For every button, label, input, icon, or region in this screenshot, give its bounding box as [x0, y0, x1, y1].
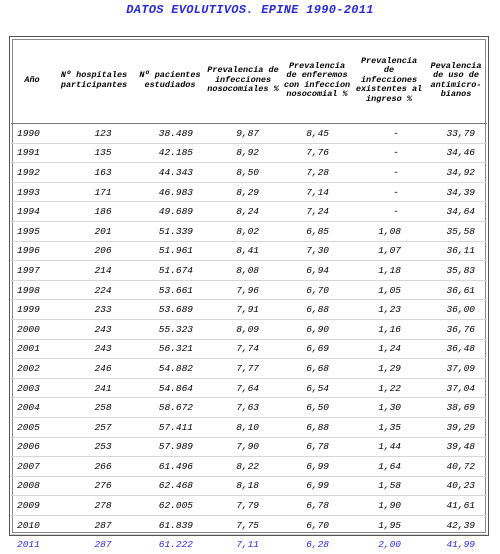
cell-patients: 53.689: [135, 300, 205, 320]
table-body: [11, 124, 487, 554]
cell-infection-prevalence: 7,91: [205, 300, 281, 320]
cell-hospitals: 224: [53, 280, 135, 300]
cell-admission-prevalence: 1,22: [353, 378, 425, 398]
cell-antimicrobial-prevalence: 39,48: [425, 437, 487, 457]
cell-hospitals: 241: [53, 378, 135, 398]
cell-year: 1991: [11, 143, 53, 163]
table-row: [11, 437, 487, 457]
cell-infection-prevalence: 8,92: [205, 143, 281, 163]
cell-antimicrobial-prevalence: 36,48: [425, 339, 487, 359]
cell-infection-prevalence: 8,41: [205, 241, 281, 261]
cell-admission-prevalence: 1,90: [353, 496, 425, 516]
cell-patients: 57.411: [135, 417, 205, 437]
cell-infection-prevalence: 7,11: [205, 535, 281, 554]
cell-patients: 53.661: [135, 280, 205, 300]
cell-patient-prevalence: 6,90: [281, 319, 353, 339]
cell-patient-prevalence: 6,99: [281, 457, 353, 477]
cell-hospitals: 287: [53, 535, 135, 554]
cell-patient-prevalence: 6,78: [281, 437, 353, 457]
cell-hospitals: 276: [53, 476, 135, 496]
table-row: [11, 124, 487, 144]
cell-patient-prevalence: 6,50: [281, 398, 353, 418]
table-row: [11, 300, 487, 320]
cell-antimicrobial-prevalence: 33,79: [425, 124, 487, 144]
cell-patient-prevalence: 7,30: [281, 241, 353, 261]
cell-hospitals: 201: [53, 221, 135, 241]
cell-patients: 54.864: [135, 378, 205, 398]
cell-infection-prevalence: 8,09: [205, 319, 281, 339]
cell-antimicrobial-prevalence: 36,61: [425, 280, 487, 300]
cell-patients: 61.222: [135, 535, 205, 554]
cell-infection-prevalence: 8,08: [205, 261, 281, 281]
cell-patient-prevalence: 6,54: [281, 378, 353, 398]
table-row: [11, 261, 487, 281]
cell-year: 1995: [11, 221, 53, 241]
cell-hospitals: 186: [53, 202, 135, 222]
cell-admission-prevalence: -: [353, 124, 425, 144]
cell-year: 1992: [11, 163, 53, 183]
cell-antimicrobial-prevalence: 36,11: [425, 241, 487, 261]
cell-patients: 49.689: [135, 202, 205, 222]
table-row: [11, 143, 487, 163]
cell-hospitals: 258: [53, 398, 135, 418]
cell-antimicrobial-prevalence: 37,04: [425, 378, 487, 398]
table-row: [11, 535, 487, 554]
cell-year: 1996: [11, 241, 53, 261]
cell-patient-prevalence: 7,28: [281, 163, 353, 183]
cell-admission-prevalence: 2,00: [353, 535, 425, 554]
cell-patient-prevalence: 6,69: [281, 339, 353, 359]
cell-hospitals: 243: [53, 339, 135, 359]
cell-antimicrobial-prevalence: 40,23: [425, 476, 487, 496]
cell-infection-prevalence: 7,74: [205, 339, 281, 359]
cell-patient-prevalence: 6,78: [281, 496, 353, 516]
cell-infection-prevalence: 7,90: [205, 437, 281, 457]
cell-admission-prevalence: 1,24: [353, 339, 425, 359]
table-row: [11, 202, 487, 222]
cell-year: 1999: [11, 300, 53, 320]
cell-infection-prevalence: 7,75: [205, 515, 281, 535]
cell-antimicrobial-prevalence: 35,58: [425, 221, 487, 241]
cell-patient-prevalence: 6,88: [281, 417, 353, 437]
cell-infection-prevalence: 8,29: [205, 182, 281, 202]
cell-patients: 57.989: [135, 437, 205, 457]
cell-patient-prevalence: 6,88: [281, 300, 353, 320]
cell-admission-prevalence: 1,16: [353, 319, 425, 339]
cell-antimicrobial-prevalence: 34,92: [425, 163, 487, 183]
cell-antimicrobial-prevalence: 41,61: [425, 496, 487, 516]
cell-admission-prevalence: -: [353, 163, 425, 183]
cell-hospitals: 257: [53, 417, 135, 437]
cell-hospitals: 123: [53, 124, 135, 144]
cell-admission-prevalence: 1,35: [353, 417, 425, 437]
cell-year: 1997: [11, 261, 53, 281]
table-row: [11, 398, 487, 418]
cell-year: 2000: [11, 319, 53, 339]
table-row: [11, 280, 487, 300]
cell-admission-prevalence: 1,30: [353, 398, 425, 418]
cell-patients: 55.323: [135, 319, 205, 339]
cell-year: 1994: [11, 202, 53, 222]
cell-antimicrobial-prevalence: 42,39: [425, 515, 487, 535]
cell-infection-prevalence: 8,50: [205, 163, 281, 183]
table-row: [11, 163, 487, 183]
cell-patients: 56.321: [135, 339, 205, 359]
cell-hospitals: 135: [53, 143, 135, 163]
cell-patients: 44.343: [135, 163, 205, 183]
table-row: [11, 476, 487, 496]
cell-infection-prevalence: 7,77: [205, 359, 281, 379]
cell-antimicrobial-prevalence: 36,00: [425, 300, 487, 320]
cell-admission-prevalence: -: [353, 182, 425, 202]
cell-patient-prevalence: 6,70: [281, 515, 353, 535]
cell-patient-prevalence: 6,99: [281, 476, 353, 496]
cell-year: 2008: [11, 476, 53, 496]
table-row: [11, 241, 487, 261]
cell-hospitals: 163: [53, 163, 135, 183]
table-row: [11, 221, 487, 241]
cell-infection-prevalence: 7,79: [205, 496, 281, 516]
cell-antimicrobial-prevalence: 41,99: [425, 535, 487, 554]
table-row: [11, 182, 487, 202]
cell-admission-prevalence: 1,44: [353, 437, 425, 457]
table-row: [11, 339, 487, 359]
page-title: DATOS EVOLUTIVOS. EPINE 1990-2011: [0, 3, 500, 17]
cell-admission-prevalence: 1,07: [353, 241, 425, 261]
cell-year: 1993: [11, 182, 53, 202]
cell-admission-prevalence: 1,23: [353, 300, 425, 320]
cell-patients: 54.882: [135, 359, 205, 379]
cell-year: 1990: [11, 124, 53, 144]
cell-patients: 51.674: [135, 261, 205, 281]
cell-admission-prevalence: 1,64: [353, 457, 425, 477]
table-row: [11, 378, 487, 398]
cell-hospitals: 171: [53, 182, 135, 202]
header-admission-prevalence: Prevalencia de infecciones existentes al ingreso %: [353, 38, 425, 124]
cell-admission-prevalence: 1,18: [353, 261, 425, 281]
cell-hospitals: 233: [53, 300, 135, 320]
cell-infection-prevalence: 8,24: [205, 202, 281, 222]
cell-antimicrobial-prevalence: 39,29: [425, 417, 487, 437]
table-row: [11, 457, 487, 477]
cell-patient-prevalence: 6,85: [281, 221, 353, 241]
cell-patient-prevalence: 6,68: [281, 359, 353, 379]
cell-year: 2005: [11, 417, 53, 437]
cell-year: 2011: [11, 535, 53, 554]
header-year: Año: [11, 38, 53, 124]
cell-patient-prevalence: 6,94: [281, 261, 353, 281]
header-antimicrobial-prevalence: Pevalencia de uso de antimicro- bianos: [425, 38, 487, 124]
data-table: [11, 38, 487, 554]
cell-hospitals: 278: [53, 496, 135, 516]
cell-patients: 62.005: [135, 496, 205, 516]
table-row: [11, 496, 487, 516]
cell-patients: 58.672: [135, 398, 205, 418]
cell-admission-prevalence: -: [353, 143, 425, 163]
cell-admission-prevalence: 1,08: [353, 221, 425, 241]
cell-infection-prevalence: 8,02: [205, 221, 281, 241]
cell-infection-prevalence: 8,10: [205, 417, 281, 437]
cell-patient-prevalence: 7,14: [281, 182, 353, 202]
cell-antimicrobial-prevalence: 36,76: [425, 319, 487, 339]
cell-admission-prevalence: 1,29: [353, 359, 425, 379]
cell-infection-prevalence: 7,63: [205, 398, 281, 418]
cell-year: 2004: [11, 398, 53, 418]
cell-hospitals: 246: [53, 359, 135, 379]
cell-patient-prevalence: 7,24: [281, 202, 353, 222]
cell-patient-prevalence: 8,45: [281, 124, 353, 144]
cell-antimicrobial-prevalence: 34,39: [425, 182, 487, 202]
cell-hospitals: 206: [53, 241, 135, 261]
header-patients: Nº pacientes estudiados: [135, 38, 205, 124]
cell-hospitals: 287: [53, 515, 135, 535]
cell-admission-prevalence: 1,58: [353, 476, 425, 496]
cell-antimicrobial-prevalence: 35,83: [425, 261, 487, 281]
cell-patients: 51.961: [135, 241, 205, 261]
cell-year: 2007: [11, 457, 53, 477]
cell-antimicrobial-prevalence: 40,72: [425, 457, 487, 477]
table-row: [11, 359, 487, 379]
cell-infection-prevalence: 8,18: [205, 476, 281, 496]
cell-admission-prevalence: -: [353, 202, 425, 222]
cell-patients: 51.339: [135, 221, 205, 241]
cell-patients: 61.839: [135, 515, 205, 535]
cell-patients: 46.983: [135, 182, 205, 202]
cell-patients: 42.185: [135, 143, 205, 163]
cell-year: 2010: [11, 515, 53, 535]
cell-year: 2009: [11, 496, 53, 516]
cell-admission-prevalence: 1,05: [353, 280, 425, 300]
cell-hospitals: 253: [53, 437, 135, 457]
cell-infection-prevalence: 7,64: [205, 378, 281, 398]
cell-infection-prevalence: 8,22: [205, 457, 281, 477]
cell-antimicrobial-prevalence: 37,09: [425, 359, 487, 379]
cell-hospitals: 214: [53, 261, 135, 281]
cell-hospitals: 243: [53, 319, 135, 339]
header-infection-prevalence: Prevalencia de infecciones nosocomiales %: [205, 38, 281, 124]
cell-year: 2002: [11, 359, 53, 379]
cell-admission-prevalence: 1,95: [353, 515, 425, 535]
cell-patients: 61.496: [135, 457, 205, 477]
table-row: [11, 417, 487, 437]
cell-hospitals: 266: [53, 457, 135, 477]
cell-year: 2003: [11, 378, 53, 398]
cell-antimicrobial-prevalence: 34,64: [425, 202, 487, 222]
cell-antimicrobial-prevalence: 34,46: [425, 143, 487, 163]
cell-infection-prevalence: 7,96: [205, 280, 281, 300]
table-row: [11, 515, 487, 535]
cell-patient-prevalence: 6,28: [281, 535, 353, 554]
cell-antimicrobial-prevalence: 38,69: [425, 398, 487, 418]
cell-patient-prevalence: 7,76: [281, 143, 353, 163]
header-row: [11, 38, 487, 124]
cell-patient-prevalence: 6,70: [281, 280, 353, 300]
cell-year: 2001: [11, 339, 53, 359]
cell-year: 1998: [11, 280, 53, 300]
cell-year: 2006: [11, 437, 53, 457]
header-hospitals: Nº hospitales participantes: [53, 38, 135, 124]
cell-patients: 38.489: [135, 124, 205, 144]
table-row: [11, 319, 487, 339]
cell-infection-prevalence: 9,87: [205, 124, 281, 144]
cell-patients: 62.468: [135, 476, 205, 496]
header-patient-prevalence: Prevalencia de enferemos con infeccion nosocomial %: [281, 38, 353, 124]
